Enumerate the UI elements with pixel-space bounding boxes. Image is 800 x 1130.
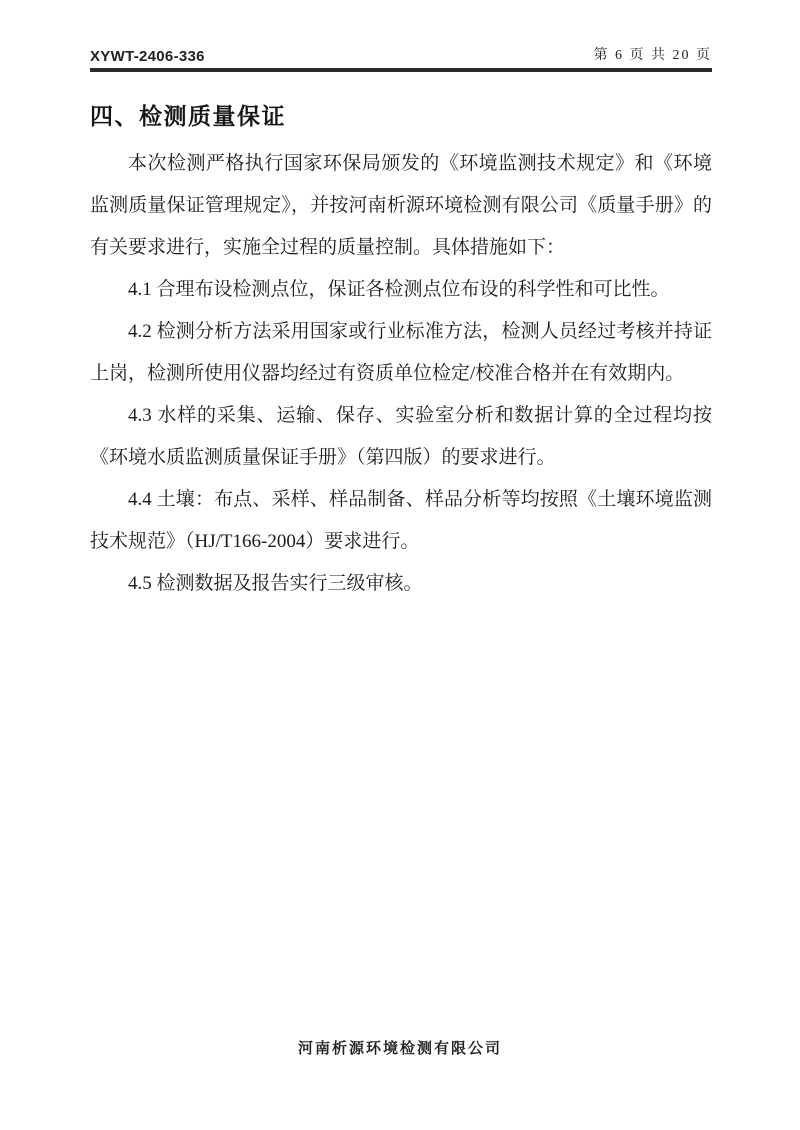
paragraph-item-4-1: 4.1 合理布设检测点位，保证各检测点位布设的科学性和可比性。 bbox=[128, 279, 670, 300]
paragraph-item-4-3: 4.3 水样的采集、运输、保存、实验室分析和数据计算的全过程均按《环境水质监测质量保证手册》（第四版）的要求进行。 bbox=[90, 405, 712, 468]
page-header bbox=[90, 44, 712, 65]
document-number: XYWT-2406-336 bbox=[90, 48, 205, 65]
paragraph-item-4-4: 4.4 土壤：布点、采样、样品制备、样品分析等均按照《土壤环境监测技术规范》（HJ/T166-2004）要求进行。 bbox=[90, 489, 712, 552]
page-indicator: 第 6 页 共 20 页 bbox=[593, 48, 712, 63]
page-footer bbox=[0, 1037, 800, 1058]
paragraph-item-4-5: 4.5 检测数据及报告实行三级审核。 bbox=[128, 573, 423, 594]
section-title: 四、检测质量保证 bbox=[90, 104, 286, 129]
paragraph-item-4-2: 4.2 检测分析方法采用国家或行业标准方法，检测人员经过考核并持证上岗，检测所使用仪器均经过有资质单位检定/校准合格并在有效期内。 bbox=[90, 321, 712, 384]
paragraph-intro: 本次检测严格执行国家环保局颁发的《环境监测技术规定》和《环境监测质量保证管理规定》，并按河南析源环境检测有限公司《质量手册》的有关要求进行，实施全过程的质量控制。具体措施如下： bbox=[90, 153, 712, 258]
header-divider bbox=[90, 68, 712, 72]
footer-company-name: 河南析源环境检测有限公司 bbox=[297, 1041, 502, 1057]
document-body bbox=[90, 143, 712, 605]
